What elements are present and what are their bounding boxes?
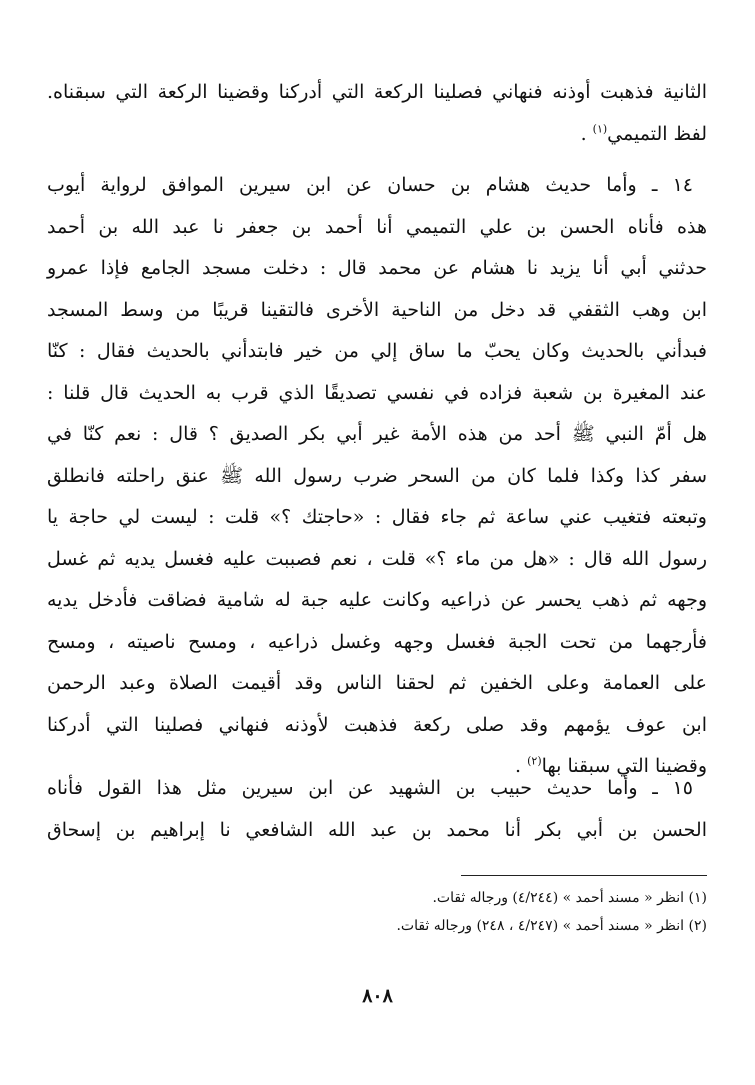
page-number: ٨٠٨ — [362, 985, 393, 1007]
paragraph-hadith-14 — [47, 165, 707, 788]
text-line: حدثني أبي أنا يزيد نا هشام عن محمد قال : دخلت مسجد الجامع فإذا عمرو — [47, 257, 707, 279]
footnote-divider — [461, 875, 707, 876]
footnotes — [47, 884, 707, 940]
line-end-punct: . — [580, 122, 593, 145]
line-end-punct: . — [515, 755, 528, 777]
text-line-content: وقضينا التي سبقنا بها — [541, 755, 707, 777]
text-line: سفر كذا وكذا فلما كان من السحر ضرب رسول الله ﷺ عنق راحلته فانطلق — [47, 464, 707, 487]
text-line: عند المغيرة بن شعبة فزاده في نفسي تصديقًا الذي قرب به الحديث قال قلنا : — [47, 381, 707, 404]
text-line: وتبعته فتغيب عني ساعة ثم جاء فقال : «حاجتك ؟» قلت : ليست لي حاجة يا — [47, 506, 707, 528]
text-line: ١٤ ـ وأما حديث هشام بن حسان عن ابن سيرين الموافق لرواية أيوب — [47, 174, 693, 196]
text-line: ١٥ ـ وأما حديث حبيب بن الشهيد عن ابن سيرين مثل هذا القول فأناه — [47, 777, 693, 799]
text-line: فبدأني بالحديث وكان يحبّ ما ساق إلي من خير فابتدأني بالحديث فقال : كنّا — [47, 340, 707, 362]
text-line: الثانية فذهبت أوذنه فنهاني فصلينا الركعة التي أدركنا وقضينا الركعة التي سبقناه. — [47, 81, 707, 103]
text-line: فأرجهما من تحت الجبة فغسل وجهه وغسل ذراعيه ، ومسح ناصيته ، ومسح — [47, 630, 707, 653]
paragraph-continuation — [47, 72, 707, 155]
text-line: الحسن بن أبي بكر أنا محمد بن عبد الله الشافعي نا إبراهيم بن إسحاق — [47, 818, 707, 841]
paragraph-hadith-15 — [47, 768, 707, 851]
footnote-2: (٢) انظر « مسند أحمد » (٤/٢٤٧ ، ٢٤٨) ورجاله ثقات. — [396, 918, 707, 934]
text-line: رسول الله قال : «هل من ماء ؟» قلت ، نعم فصببت عليه فغسل يديه ثم غسل — [47, 547, 707, 570]
text-line-content: لفظ التميمي — [607, 122, 707, 145]
text-line: هل أمّ النبي ﷺ أحد من هذه الأمة غير أبي بكر الصديق ؟ قال : نعم كنّا في — [47, 423, 707, 445]
text-line: ابن عوف يؤمهم وقد صلى ركعة فذهبت لأوذنه فنهاني فصلينا التي أدركنا — [47, 713, 707, 736]
footnote-1: (١) انظر « مسند أحمد » (٤/٢٤٤) ورجاله ثقات. — [432, 890, 707, 906]
text-line: على العمامة وعلى الخفين ثم لحقنا الناس وقد أقيمت الصلاة وعبد الرحمن — [47, 672, 707, 694]
text-line: وجهه ثم ذهب يحسر عن ذراعيه وكانت عليه جبة له شامية فضاقت فأدخل يديه — [47, 589, 707, 611]
text-line: هذه فأناه الحسن بن علي التميمي أنا أحمد بن جعفر نا عبد الله بن أحمد — [47, 215, 707, 238]
text-line — [47, 114, 707, 156]
text-line: ابن وهب الثقفي قد دخل من الناحية الأخرى فالتقينا قريبًا من وسط المسجد — [47, 298, 707, 321]
footnote-ref-1[interactable]: (١) — [592, 122, 608, 136]
footnote-ref-2[interactable]: (٢) — [527, 754, 542, 768]
